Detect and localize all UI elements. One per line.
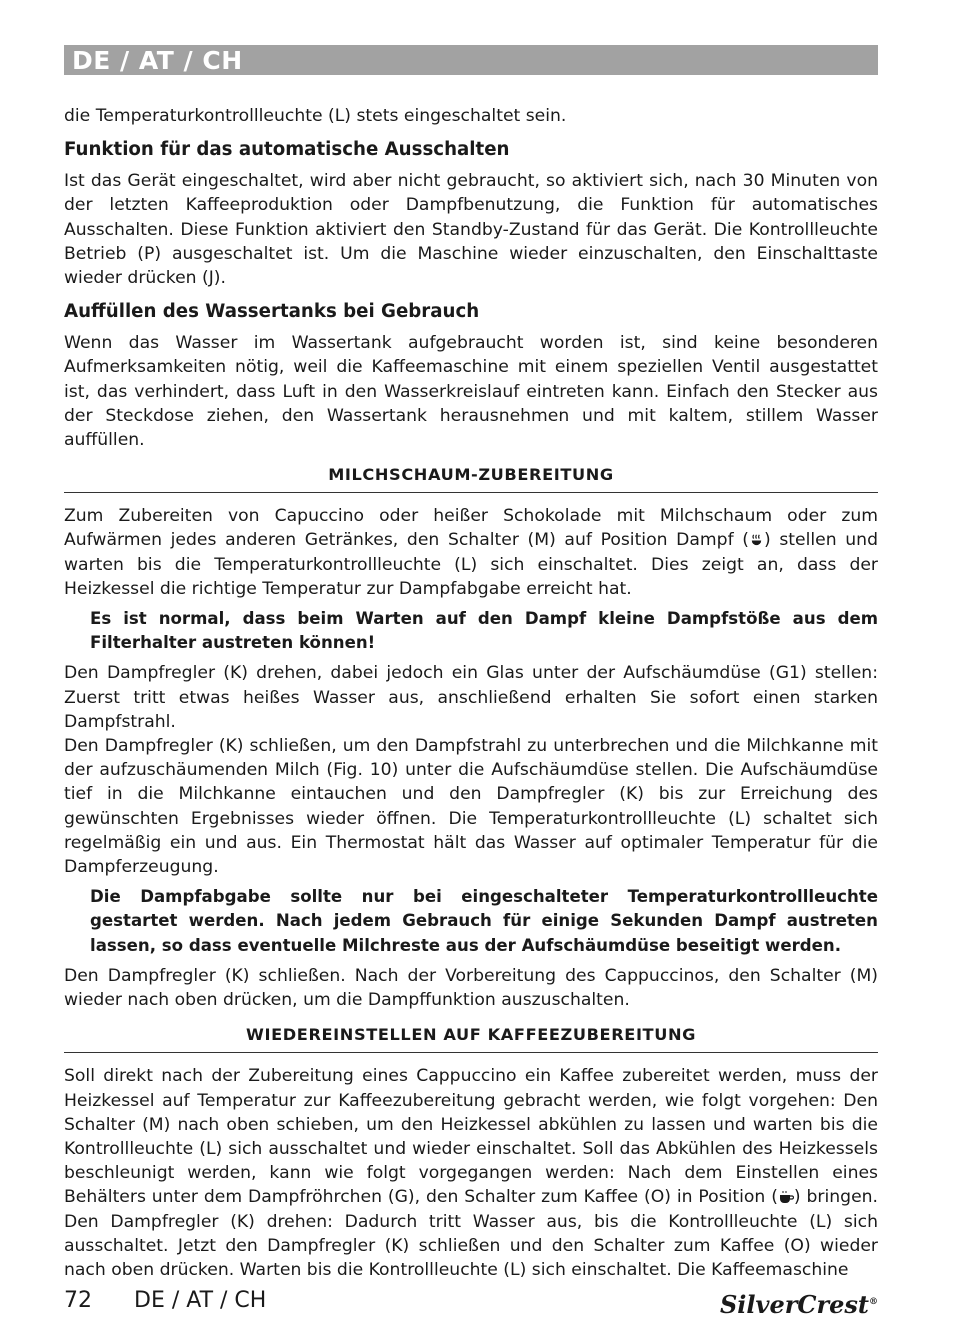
milk-foam-paragraph-2: Den Dampfregler (K) drehen, dabei jedoch ein Glas unter der Aufschäumdüse (G1) stellen: Zuerst tritt etwas heißes Wasser aus, anschließend erhalten Sie sofort einen starken Dampfstrahl.	[64, 663, 878, 732]
reset-p1-start: Soll direkt nach der Zubereitung eines Cappuccino ein Kaffee zubereitet werden, muss der Heizkessel auf Temperatur zur Kaffeezubereitung gebracht werden, wie folgt vorgehen: Den Schalter (M) nach oben schieben, um den Heizkessel abkühlen zu lassen und warten bis die Kontrollleuchte (L) sich ausschaltet und wieder einschaltet. Soll das Abkühlen des Heizkessels beschleunigt werden, kann wie folgt vorgegangen werden: Nach dem Einstellen eines Behälters unter dem Dampfröhrchen (G), den Schalter zum Kaffee (O) in Position (	[64, 1066, 878, 1208]
milk-foam-paragraph-3: Den Dampfregler (K) schließen, um den Dampfstrahl zu unterbrechen und die Milchkanne mit der aufzuschäumenden Milch (Fig. 10) unter die Aufschäumdüse stellen. Die Aufschäumdüse tief in die Milchkanne eintauchen und den Dampfregler (K) bis zur Erreichung des gewünschten Ergebnisses wieder öffnen. Die Temperaturkontrollleuchte (L) schaltet sich regelmäßig ein und aus. Ein Thermostat hält das Wasser auf optimaler Temperatur für die Dampferzeugung.	[64, 736, 878, 878]
steam-icon	[749, 532, 764, 547]
milk-foam-heading: MILCHSCHAUM-ZUBEREITUNG	[64, 464, 878, 493]
coffee-cup-icon	[778, 1190, 794, 1204]
page-header	[64, 45, 878, 75]
reset-heading: WIEDEREINSTELLEN AUF KAFFEEZUBEREITUNG	[64, 1024, 878, 1053]
milk-foam-paragraph-4: Den Dampfregler (K) schließen. Nach der Vorbereitung des Cappuccinos, den Schalter (M) wieder nach oben drücken, um die Dampffunktion auszuschalten.	[64, 965, 878, 1011]
reset-p1-end: ) bringen. Den Dampfregler (K) drehen: Dadurch tritt Wasser aus, bis die Kontrollleuchte (L) sich ausschaltet. Jetzt den Dampfregler (K) schließen und den Schalter zum Kaffee (O) wieder nach oben drücken. Warten bis die Kontrollleuchte (L) sich einschaltet. Die Kaffeemaschine	[64, 1187, 879, 1280]
brand-logo	[720, 1290, 878, 1319]
page-number: 72	[64, 1288, 92, 1313]
reset-paragraph	[64, 1064, 878, 1282]
milk-foam-p1-start: Zum Zubereiten von Capuccino oder heißer Schokolade mit Milchschaum oder zum Aufwärmen jedes anderen Getränkes, den Schalter (M) auf Position Dampf (	[64, 506, 878, 551]
footer-region: DE / AT / CH	[134, 1288, 267, 1313]
refill-paragraph: Wenn das Wasser im Wassertank aufgebraucht worden ist, sind keine besonderen Aufmerksamkeiten nötig, weil die Kaffeemaschine mit einem speziellen Ventil ausgestattet ist, das verhindert, dass Luft in den Wasserkreislauf eintreten kann. Einfach den Stecker aus der Steckdose ziehen, den Wassertank herausnehmen und mit kaltem, stillem Wasser auffüllen.	[64, 333, 878, 451]
milk-foam-note-1: Es ist normal, dass beim Warten auf den Dampf kleine Dampfstöße aus dem Filterhalter austreten können!	[90, 609, 878, 653]
milk-foam-paragraph-1	[64, 504, 878, 601]
page-content	[64, 104, 878, 1282]
page-footer	[64, 1286, 266, 1316]
refill-heading: Auffüllen des Wassertanks bei Gebrauch	[64, 301, 480, 323]
milk-foam-p1-end: ) stellen und warten bis die Temperaturkontrollleuchte (L) sich einschaltet. Dies zeigt an, dass der Heizkessel die richtige Temperatur zur Dampfabgabe erreicht hat.	[64, 530, 878, 599]
brand-registered-mark: ®	[869, 1297, 878, 1307]
intro-paragraph: die Temperaturkontrollleuchte (L) stets eingeschaltet sein.	[64, 106, 567, 126]
header-title: DE / AT / CH	[72, 46, 243, 75]
auto-off-heading: Funktion für das automatische Ausschalten	[64, 139, 510, 161]
brand-name: SilverCrest	[719, 1290, 869, 1319]
auto-off-paragraph: Ist das Gerät eingeschaltet, wird aber nicht gebraucht, so aktiviert sich, nach 30 Minuten von der letzten Kaffeeproduktion oder Dampfbenutzung, die Funktion für automatisches Ausschalten. Diese Funktion aktiviert den Standby-Zustand für das Gerät. Die Kontrollleuchte Betrieb (P) ausgeschaltet ist. Um die Maschine wieder einzuschalten, den Einschalttaste wieder drücken (J).	[64, 171, 878, 289]
milk-foam-note-2: Die Dampfabgabe sollte nur bei eingeschalteter Temperaturkontrollleuchte gestartet werden. Nach jedem Gebrauch für einige Sekunden Dampf austreten lassen, so dass eventuelle Milchreste aus der Aufschäumdüse beseitigt werden.	[90, 887, 878, 955]
